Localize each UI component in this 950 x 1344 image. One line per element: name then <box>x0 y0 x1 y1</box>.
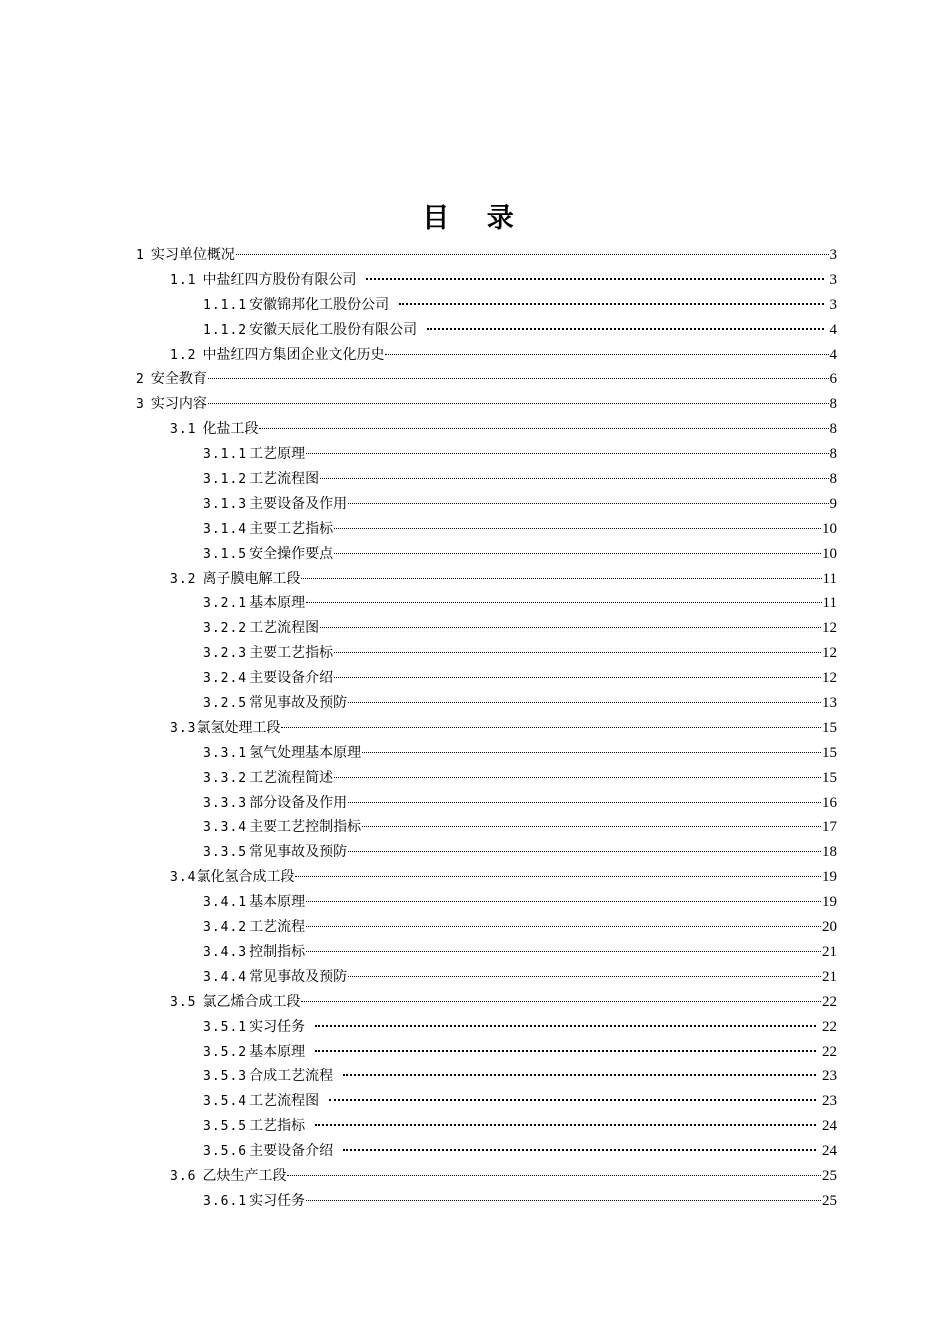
dot-leader <box>259 427 828 429</box>
toc-entry[interactable] <box>0 1015 950 1040</box>
toc-entry-page: 4 <box>829 346 837 363</box>
toc-entry-text: 实习单位概况 <box>150 247 235 263</box>
toc-entry-line <box>203 542 837 568</box>
toc-entry-text: 氯氢处理工段 <box>196 719 281 736</box>
dot-leader <box>366 277 823 280</box>
toc-entry-number: 3.2.4 <box>203 671 248 687</box>
toc-entry[interactable] <box>0 343 950 368</box>
toc-entry-label <box>203 1040 305 1066</box>
toc-entry-number: 3.6.1 <box>203 1193 248 1209</box>
toc-entry-number: 1.1 <box>170 272 197 288</box>
toc-entry-text: 主要工艺指标 <box>249 520 334 537</box>
toc-entry[interactable] <box>0 517 950 542</box>
toc-entry-page: 19 <box>822 869 837 886</box>
toc-entry-number: 3.3.5 <box>203 845 248 861</box>
toc-entry-text: 实习任务 <box>249 1192 306 1209</box>
toc-entry-text: 基本原理 <box>249 894 306 911</box>
toc-entry-text: 主要工艺指标 <box>249 645 334 662</box>
toc-entry[interactable] <box>0 666 950 691</box>
toc-entry-number: 3.5.1 <box>203 1019 248 1035</box>
dot-leader <box>334 527 821 529</box>
toc-entry-number: 3.1.1 <box>203 447 248 463</box>
toc-entry-line <box>203 591 837 617</box>
toc-entry[interactable] <box>0 741 950 766</box>
dot-leader <box>362 825 821 827</box>
toc-entry-label <box>203 318 417 344</box>
toc-entry-label <box>170 268 356 294</box>
toc-entry[interactable] <box>0 392 950 417</box>
toc-entry-line <box>203 791 837 817</box>
toc-entry-line <box>203 890 837 916</box>
dot-leader <box>427 327 823 330</box>
toc-entry-label <box>170 417 258 443</box>
toc-entry-text: 中盐红四方集团企业文化历史 <box>202 346 385 363</box>
dot-leader <box>343 1073 816 1076</box>
toc-entry-label <box>203 1114 305 1140</box>
toc-entry-line <box>203 1015 837 1041</box>
toc-entry-line <box>203 766 837 792</box>
toc-entry-line <box>203 915 837 941</box>
toc-entry[interactable] <box>0 293 950 318</box>
toc-entry-page: 22 <box>822 1018 837 1035</box>
toc-entry-line <box>203 467 837 493</box>
dot-leader <box>334 676 821 678</box>
toc-entry-text: 工艺流程简述 <box>249 769 334 786</box>
toc-entry[interactable] <box>0 716 950 741</box>
toc-entry-text: 主要设备介绍 <box>249 1143 334 1160</box>
toc-entry[interactable] <box>0 591 950 616</box>
toc-entry-text: 基本原理 <box>249 595 306 612</box>
toc-entry[interactable] <box>0 965 950 990</box>
toc-entry[interactable] <box>0 815 950 840</box>
toc-entry-page: 8 <box>829 446 837 463</box>
toc-entry-page: 8 <box>829 471 837 488</box>
toc-entry-text: 安全教育 <box>150 371 207 388</box>
toc-entry-line <box>203 1089 837 1115</box>
toc-entry-page: 8 <box>829 421 837 438</box>
toc-entry-label <box>203 741 361 767</box>
toc-entry-text: 基本原理 <box>249 1043 306 1060</box>
toc-entry-number: 1.1.1 <box>203 297 248 313</box>
toc-entry[interactable] <box>0 1139 950 1164</box>
dot-leader <box>306 601 821 603</box>
toc-entry-line <box>136 392 837 418</box>
toc-entry-line <box>203 442 837 468</box>
toc-entry[interactable] <box>0 567 950 592</box>
toc-entry-label <box>170 865 294 891</box>
toc-entry-label <box>203 492 347 518</box>
toc-entry-label <box>203 691 347 717</box>
toc-entry-line <box>203 492 837 518</box>
toc-entry-text: 工艺原理 <box>249 446 306 463</box>
dot-leader <box>399 302 823 305</box>
toc-entry-line <box>203 1064 837 1090</box>
toc-entry-line <box>203 965 837 991</box>
dot-leader <box>306 900 821 902</box>
table-of-contents <box>0 243 950 1214</box>
dot-leader <box>306 1199 821 1201</box>
toc-entry-text: 安全操作要点 <box>249 545 334 562</box>
toc-entry[interactable] <box>0 467 950 492</box>
toc-entry-label <box>203 591 305 617</box>
toc-entry-text: 部分设备及作用 <box>249 794 348 811</box>
toc-entry-number: 3.5.5 <box>203 1119 248 1135</box>
toc-entry-number: 3.3.1 <box>203 745 248 761</box>
toc-entry-number: 3.1.4 <box>203 521 248 537</box>
toc-entry-label <box>203 791 347 817</box>
toc-entry-number: 3.2 <box>170 571 197 587</box>
dot-leader <box>315 1024 816 1027</box>
toc-entry-label <box>170 716 280 742</box>
toc-entry-label <box>203 467 319 493</box>
dot-leader <box>334 651 821 653</box>
toc-entry-line <box>203 691 837 717</box>
toc-entry-line <box>203 616 837 642</box>
dot-leader <box>348 502 828 504</box>
dot-leader <box>281 726 821 728</box>
toc-entry-page: 4 <box>829 321 837 338</box>
toc-entry-number: 3.3 <box>170 720 197 736</box>
toc-entry-page: 16 <box>822 794 837 811</box>
dot-leader <box>208 402 829 404</box>
toc-entry-label <box>170 1164 286 1190</box>
toc-entry[interactable] <box>0 268 950 293</box>
toc-entry-label <box>203 766 333 792</box>
dot-leader <box>287 1174 821 1176</box>
dot-leader <box>315 1049 816 1052</box>
toc-entry[interactable] <box>0 940 950 965</box>
toc-entry-label <box>203 840 347 866</box>
toc-entry-number: 3.4 <box>170 870 197 886</box>
toc-entry-line <box>170 716 837 742</box>
toc-entry[interactable] <box>0 865 950 890</box>
toc-entry-line <box>203 318 837 344</box>
toc-entry-number: 3.3.2 <box>203 770 248 786</box>
toc-entry-number: 3.6 <box>170 1168 197 1184</box>
toc-entry-text: 工艺流程图 <box>249 1093 320 1110</box>
dot-leader <box>329 1098 816 1101</box>
dot-leader <box>306 925 821 927</box>
toc-entry-text: 安徽天辰化工股份有限公司 <box>249 321 418 338</box>
toc-entry[interactable] <box>0 243 950 268</box>
toc-entry[interactable] <box>0 318 950 343</box>
toc-entry[interactable] <box>0 367 950 392</box>
toc-entry-number: 3 <box>136 397 145 413</box>
toc-entry-page: 10 <box>822 520 837 537</box>
toc-entry-number: 3.2.2 <box>203 621 248 637</box>
toc-entry-number: 3.3.4 <box>203 820 248 836</box>
toc-entry-text: 氯乙烯合成工段 <box>202 993 301 1010</box>
toc-entry-text: 主要工艺控制指标 <box>249 819 362 836</box>
toc-entry-page: 12 <box>822 645 837 662</box>
toc-entry[interactable] <box>0 840 950 865</box>
toc-entry-number: 3.1.5 <box>203 546 248 562</box>
toc-entry-line <box>203 641 837 667</box>
toc-entry-text: 中盐红四方股份有限公司 <box>202 271 357 288</box>
toc-entry-line <box>170 865 837 891</box>
toc-entry-line <box>136 367 837 393</box>
toc-entry-text: 常见事故及预防 <box>249 695 348 712</box>
toc-entry-page: 3 <box>829 271 837 288</box>
toc-entry-label <box>203 1089 319 1115</box>
toc-entry[interactable] <box>0 1089 950 1114</box>
dot-leader <box>306 452 828 454</box>
toc-entry-text: 常见事故及预防 <box>249 844 348 861</box>
toc-entry-label <box>203 293 389 319</box>
toc-entry[interactable] <box>0 890 950 915</box>
toc-entry-page: 24 <box>822 1143 837 1160</box>
toc-entry-number: 3.5 <box>170 994 197 1010</box>
toc-entry-label <box>203 965 347 991</box>
toc-entry-line <box>203 840 837 866</box>
toc-entry-line <box>136 243 837 269</box>
toc-entry-line <box>203 1114 837 1140</box>
dot-leader <box>348 975 821 977</box>
dot-leader <box>385 353 828 355</box>
toc-entry-label <box>203 641 333 667</box>
dot-leader <box>236 253 829 255</box>
toc-entry-page: 21 <box>822 943 837 960</box>
toc-entry-text: 氢气处理基本原理 <box>249 744 362 761</box>
toc-entry-text: 乙炔生产工段 <box>202 1167 287 1184</box>
toc-entry-label <box>136 367 207 393</box>
dot-leader <box>334 552 821 554</box>
toc-entry-number: 3.3.3 <box>203 795 248 811</box>
toc-entry-text: 工艺流程图 <box>249 620 320 637</box>
toc-entry-page: 19 <box>822 894 837 911</box>
toc-title: 目 录 <box>422 203 528 234</box>
toc-entry-line <box>203 741 837 767</box>
dot-leader <box>343 1148 816 1151</box>
toc-entry-label <box>203 1139 333 1165</box>
toc-entry-page: 22 <box>822 993 837 1010</box>
toc-entry-label <box>203 1015 305 1041</box>
toc-entry-label <box>170 343 384 369</box>
toc-entry-page: 15 <box>822 769 837 786</box>
toc-entry-text: 安徽锦邦化工股份公司 <box>249 296 390 313</box>
toc-entry-number: 3.2.5 <box>203 696 248 712</box>
toc-entry-label <box>170 990 300 1016</box>
toc-entry-line <box>203 1139 837 1165</box>
toc-entry-label <box>136 243 235 269</box>
dot-leader <box>320 477 828 479</box>
toc-entry[interactable] <box>0 492 950 517</box>
toc-entry-page: 3 <box>829 247 837 263</box>
toc-entry-label <box>203 542 333 568</box>
dot-leader <box>334 776 821 778</box>
toc-entry-page: 10 <box>822 545 837 562</box>
toc-entry-page: 22 <box>822 1043 837 1060</box>
toc-entry-label <box>203 616 319 642</box>
toc-entry-number: 3.4.2 <box>203 920 248 936</box>
dot-leader <box>348 850 821 852</box>
toc-entry-page: 25 <box>822 1192 837 1209</box>
toc-entry-label <box>203 666 333 692</box>
toc-entry-number: 3.2.1 <box>203 596 248 612</box>
toc-entry[interactable] <box>0 542 950 567</box>
toc-entry-page: 12 <box>822 670 837 687</box>
toc-entry-text: 工艺流程 <box>249 919 306 936</box>
toc-entry-text: 实习任务 <box>249 1018 306 1035</box>
toc-entry-page: 9 <box>829 495 837 512</box>
toc-entry[interactable] <box>0 691 950 716</box>
toc-entry-line <box>170 417 837 443</box>
toc-entry-page: 20 <box>822 919 837 936</box>
toc-entry[interactable] <box>0 1114 950 1139</box>
toc-entry-line <box>203 815 837 841</box>
toc-entry-page: 17 <box>822 819 837 836</box>
toc-entry-label <box>203 1189 305 1215</box>
dot-leader <box>208 377 829 379</box>
toc-entry-line <box>203 293 837 319</box>
toc-entry-text: 实习内容 <box>150 396 207 413</box>
toc-entry-line <box>170 1164 837 1190</box>
toc-entry-text: 工艺指标 <box>249 1118 306 1135</box>
dot-leader <box>306 950 821 952</box>
toc-entry-text: 控制指标 <box>249 943 306 960</box>
toc-entry-text: 氯化氢合成工段 <box>196 869 295 886</box>
toc-entry[interactable] <box>0 990 950 1015</box>
toc-entry-number: 3.5.3 <box>203 1069 248 1085</box>
toc-entry-page: 13 <box>822 695 837 712</box>
toc-entry-number: 3.2.3 <box>203 646 248 662</box>
toc-entry-number: 1 <box>136 248 145 263</box>
toc-entry-page: 6 <box>829 371 837 388</box>
toc-entry-number: 3.5.4 <box>203 1094 248 1110</box>
dot-leader <box>320 626 821 628</box>
toc-entry-line <box>170 567 837 593</box>
dot-leader <box>348 701 821 703</box>
toc-entry[interactable] <box>0 791 950 816</box>
toc-entry[interactable] <box>0 616 950 641</box>
toc-entry-text: 常见事故及预防 <box>249 968 348 985</box>
toc-entry-text: 化盐工段 <box>202 421 259 438</box>
toc-entry-page: 18 <box>822 844 837 861</box>
dot-leader <box>295 875 821 877</box>
toc-entry-text: 离子膜电解工段 <box>202 570 301 587</box>
toc-entry-number: 3.1.2 <box>203 472 248 488</box>
toc-entry-number: 3.1 <box>170 422 197 438</box>
toc-entry-page: 24 <box>822 1118 837 1135</box>
toc-entry-line <box>203 940 837 966</box>
toc-entry[interactable] <box>0 417 950 442</box>
toc-entry-number: 3.1.3 <box>203 496 248 512</box>
toc-entry-page: 25 <box>822 1167 837 1184</box>
dot-leader <box>348 801 821 803</box>
toc-entry[interactable] <box>0 641 950 666</box>
toc-entry-text: 合成工艺流程 <box>249 1068 334 1085</box>
toc-entry-label <box>136 392 207 418</box>
toc-entry-label <box>203 940 305 966</box>
toc-entry-line <box>203 517 837 543</box>
toc-entry-label <box>203 890 305 916</box>
toc-entry-page: 23 <box>822 1068 837 1085</box>
dot-leader <box>301 577 821 579</box>
toc-entry[interactable] <box>0 766 950 791</box>
toc-entry[interactable] <box>0 1040 950 1065</box>
toc-entry-page: 11 <box>822 570 837 587</box>
toc-entry-page: 12 <box>822 620 837 637</box>
toc-entry-line <box>170 990 837 1016</box>
toc-entry-number: 1.1.2 <box>203 322 248 338</box>
toc-entry-line <box>203 1040 837 1066</box>
toc-entry-label <box>203 915 305 941</box>
toc-entry-page: 21 <box>822 968 837 985</box>
toc-entry-number: 3.4.4 <box>203 969 248 985</box>
toc-entry-label <box>203 1064 333 1090</box>
toc-entry-number: 2 <box>136 372 145 388</box>
toc-entry-number: 3.5.2 <box>203 1044 248 1060</box>
toc-entry[interactable] <box>0 915 950 940</box>
toc-entry-page: 3 <box>829 296 837 313</box>
toc-entry-text: 主要设备及作用 <box>249 495 348 512</box>
toc-entry-page: 8 <box>829 396 837 413</box>
toc-entry-page: 23 <box>822 1093 837 1110</box>
toc-entry[interactable] <box>0 442 950 467</box>
dot-leader <box>315 1123 816 1126</box>
toc-entry-line <box>170 268 837 294</box>
dot-leader <box>301 1000 821 1002</box>
toc-entry-label <box>203 815 361 841</box>
toc-entry-line <box>203 666 837 692</box>
dot-leader <box>362 751 821 753</box>
toc-entry-number: 3.5.6 <box>203 1144 248 1160</box>
toc-entry-label <box>170 567 300 593</box>
toc-entry[interactable] <box>0 1064 950 1089</box>
toc-entry-number: 3.4.3 <box>203 944 248 960</box>
toc-entry-page: 15 <box>822 719 837 736</box>
toc-entry-page: 11 <box>822 595 837 612</box>
toc-entry-line <box>170 343 837 369</box>
toc-entry[interactable] <box>0 1189 950 1214</box>
toc-entry-text: 工艺流程图 <box>249 471 320 488</box>
toc-entry-text: 主要设备介绍 <box>249 670 334 687</box>
toc-entry-page: 15 <box>822 744 837 761</box>
toc-entry[interactable] <box>0 1164 950 1189</box>
toc-entry-number: 1.2 <box>170 347 197 363</box>
toc-entry-label <box>203 517 333 543</box>
toc-entry-line <box>203 1189 837 1215</box>
toc-entry-label <box>203 442 305 468</box>
toc-entry-number: 3.4.1 <box>203 895 248 911</box>
